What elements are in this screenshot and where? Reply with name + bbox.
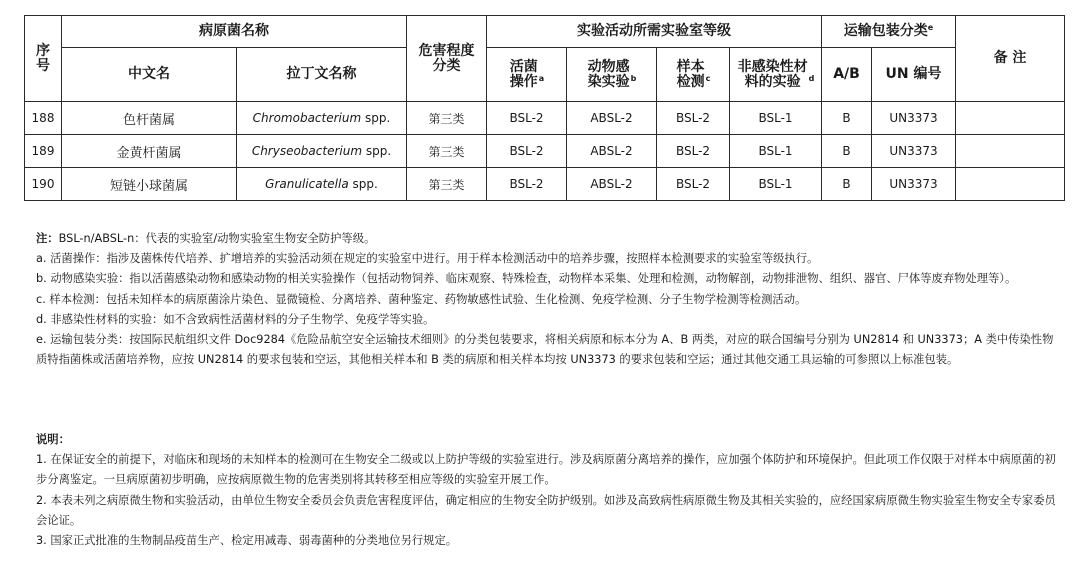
header-remarks: 备 注 [956, 16, 1065, 102]
header-animal: 动物感染实验$^b$ [567, 48, 657, 102]
note-intro: 注：BSL-n/ABSL-n：代表的实验室/动物实验室生物安全防护等级。 [36, 232, 376, 245]
header-seq: 序号 [25, 16, 62, 102]
cell-animal: ABSL-2 [567, 135, 657, 168]
cell-seq: 189 [25, 135, 62, 168]
footnote-mark-b: b [630, 73, 637, 83]
cell-chinese-name: 金黄杆菌属 [62, 135, 237, 168]
cell-chinese-name: 色杆菌属 [62, 102, 237, 135]
cell-seq: 190 [25, 168, 62, 201]
header-pathogen-name: 病原菌名称 [62, 16, 407, 48]
note-c: c. 样本检测：包括未知样本的病原菌涂片染色、显微镜检、分离培养、菌种鉴定、药物敏感性试验、生化检测、免疫学检测、分子生物学检测等检测活动。 [36, 292, 807, 306]
header-un: UN 编号 [872, 48, 956, 102]
cell-latin-name: Chromobacterium spp. [237, 102, 407, 135]
footnote-mark-a: a [538, 73, 545, 83]
cell-remark [956, 135, 1065, 168]
explanation [36, 430, 1061, 551]
explanation-item-3: 3. 国家正式批准的生物制品疫苗生产、检定用减毒、弱毒菌种的分类地位另行规定。 [36, 534, 458, 548]
note-d: d. 非感染性材料的实验：如不含致病性活菌材料的分子生物学、免疫学等实验。 [36, 312, 435, 326]
header-noninfectious: 非感染性材料的实验 $^d$ [730, 48, 822, 102]
cell-hazard: 第三类 [407, 135, 487, 168]
cell-culture: BSL-2 [487, 168, 567, 201]
table-row [25, 135, 1065, 168]
header-lab-level: 实验活动所需实验室等级 [487, 16, 822, 48]
cell-sample: BSL-2 [657, 135, 730, 168]
cell-culture: BSL-2 [487, 102, 567, 135]
cell-hazard: 第三类 [407, 168, 487, 201]
cell-animal: ABSL-2 [567, 102, 657, 135]
footnotes [36, 229, 1061, 370]
header-chinese-name: 中文名 [62, 48, 237, 102]
cell-un: UN3373 [872, 135, 956, 168]
cell-remark [956, 168, 1065, 201]
note-a: a. 活菌操作：指涉及菌株传代培养、扩增培养的实验活动须在规定的实验室中进行。用于样本检测活动中的培养步骤，按照样本检测要求的实验室等级执行。 [36, 252, 819, 266]
cell-un: UN3373 [872, 168, 956, 201]
cell-sample: BSL-2 [657, 168, 730, 201]
cell-remark [956, 102, 1065, 135]
cell-culture: BSL-2 [487, 135, 567, 168]
footnote-mark-e: e [927, 23, 934, 32]
header-sample: 样本检测$^c$ [657, 48, 730, 102]
cell-un: UN3373 [872, 102, 956, 135]
footnote-mark-d: d [808, 73, 815, 83]
cell-hazard: 第三类 [407, 102, 487, 135]
cell-noninfectious: BSL-1 [730, 168, 822, 201]
explanation-item-2: 2. 本表未列之病原微生物和实验活动，由单位生物安全委员会负责危害程度评估，确定相应的生物安全防护级别。如涉及高致病性病原微生物及其相关实验的，应经国家病原微生物实验室生物安全专家委员会论证。 [36, 493, 1056, 527]
pathogen-table [24, 15, 1065, 201]
cell-animal: ABSL-2 [567, 168, 657, 201]
header-transport: 运输包装分类$^e$ [822, 16, 956, 48]
header-latin-name: 拉丁文名称 [237, 48, 407, 102]
note-e: e. 运输包装分类：按国际民航组织文件 Doc9284《危险品航空安全运输技术细则》的分类包装要求，将相关病原和标本分为 A、B 两类，对应的联合国编号分别为 UN2814 和 UN3373；A 类中传染性物质特指菌株或活菌培养物，应按 UN2814 的要求包装和空运，其他相关样本和 B 类的病原和相关样本均按 UN3373 的要求包装和空运；通过其他交通工具运输的可参照以上标准包装。 [36, 333, 1054, 367]
cell-noninfectious: BSL-1 [730, 102, 822, 135]
header-culture: 活菌操作$^a$ [487, 48, 567, 102]
cell-noninfectious: BSL-1 [730, 135, 822, 168]
cell-ab: B [822, 102, 872, 135]
header-hazard-class: 危害程度分类 [407, 16, 487, 102]
header-ab: A/B [822, 48, 872, 102]
note-b: b. 动物感染实验：指以活菌感染动物和感染动物的相关实验操作（包括动物饲养、临床观察、特殊检查，动物样本采集、处理和检测，动物解剖，动物排泄物、组织、器官、尸体等废弃物处理等）。 [36, 272, 1017, 286]
table-row [25, 168, 1065, 201]
cell-ab: B [822, 168, 872, 201]
explanation-label: 说明： [36, 433, 70, 446]
cell-ab: B [822, 135, 872, 168]
cell-latin-name: Granulicatella spp. [237, 168, 407, 201]
cell-chinese-name: 短链小球菌属 [62, 168, 237, 201]
footnote-mark-c: c [705, 73, 711, 83]
cell-seq: 188 [25, 102, 62, 135]
cell-sample: BSL-2 [657, 102, 730, 135]
table-row [25, 102, 1065, 135]
cell-latin-name: Chryseobacterium spp. [237, 135, 407, 168]
explanation-item-1: 1. 在保证安全的前提下，对临床和现场的未知样本的检测可在生物安全二级或以上防护等级的实验室进行。涉及病原菌分离培养的操作，应加强个体防护和环境保护。但此项工作仅限于对样本中病原菌的初步分离鉴定。一旦病原菌初步明确，应按病原微生物的危害类别将其转移至相应等级的实验室开展工作。 [36, 453, 1056, 487]
